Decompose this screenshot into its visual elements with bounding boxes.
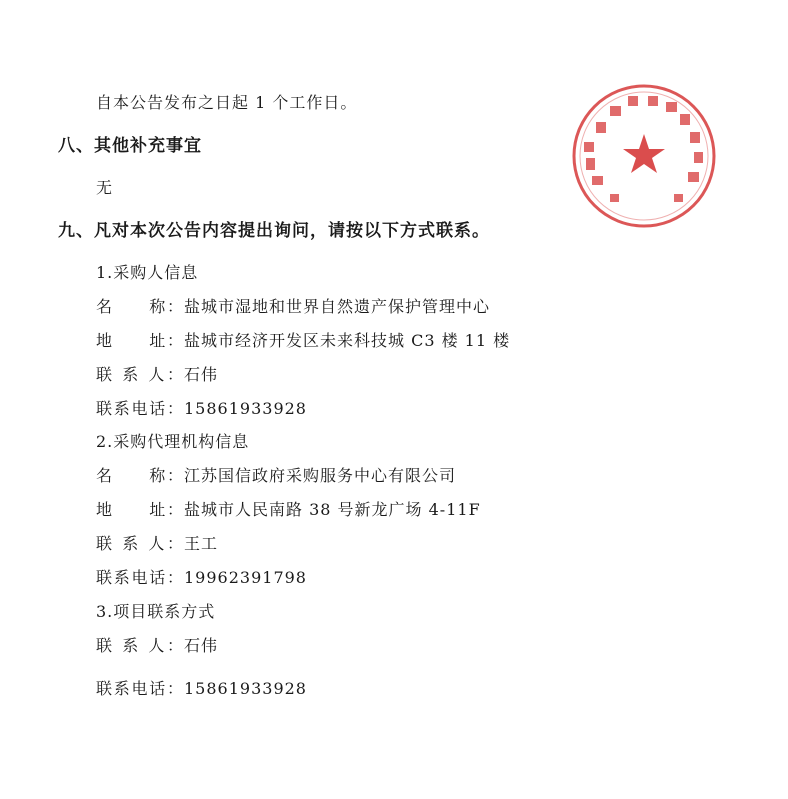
field-value: 15861933928 <box>184 399 307 418</box>
field-value: 王工 <box>184 534 219 553</box>
agency-contact-row <box>96 533 218 555</box>
agency-phone-row <box>96 567 307 589</box>
field-label: 地 址： <box>96 331 184 350</box>
field-label: 名 称： <box>96 466 184 485</box>
project-phone-row <box>96 678 307 700</box>
field-value: 石伟 <box>184 365 219 384</box>
field-value: 石伟 <box>184 636 219 655</box>
field-label: 联 系 人： <box>96 365 184 384</box>
agency-address-row <box>96 499 481 521</box>
purchaser-name-row <box>96 296 490 318</box>
section-8-content: 无 <box>96 178 114 197</box>
field-label: 联 系 人： <box>96 636 184 655</box>
field-label: 名 称： <box>96 297 184 316</box>
section-8-title: 八、其他补充事宜 <box>58 136 202 156</box>
purchaser-address-row <box>96 330 510 352</box>
section-9-title: 九、凡对本次公告内容提出询问，请按以下方式联系。 <box>58 221 490 241</box>
field-value: 15861933928 <box>184 679 307 698</box>
field-label: 联 系 人： <box>96 534 184 553</box>
agency-heading: 2.采购代理机构信息 <box>96 432 250 451</box>
field-value: 19962391798 <box>184 568 307 587</box>
project-contact-row <box>96 635 218 657</box>
seal-star-icon <box>623 134 665 173</box>
official-seal-stamp <box>570 82 718 230</box>
field-value: 盐城市湿地和世界自然遗产保护管理中心 <box>184 297 491 316</box>
field-label: 联系电话： <box>96 399 184 418</box>
purchaser-phone-row <box>96 398 307 420</box>
field-label: 联系电话： <box>96 679 184 698</box>
field-value: 盐城市人民南路 38 号新龙广场 4-11F <box>184 500 481 519</box>
purchaser-heading: 1.采购人信息 <box>96 263 199 282</box>
field-value: 盐城市经济开发区未来科技城 C3 楼 11 楼 <box>184 331 511 350</box>
project-heading: 3.项目联系方式 <box>96 602 216 621</box>
intro-line: 自本公告发布之日起 1 个工作日。 <box>96 93 358 112</box>
field-label: 地 址： <box>96 500 184 519</box>
field-value: 江苏国信政府采购服务中心有限公司 <box>184 466 457 485</box>
field-label: 联系电话： <box>96 568 184 587</box>
purchaser-contact-row <box>96 364 218 386</box>
agency-name-row <box>96 465 456 487</box>
